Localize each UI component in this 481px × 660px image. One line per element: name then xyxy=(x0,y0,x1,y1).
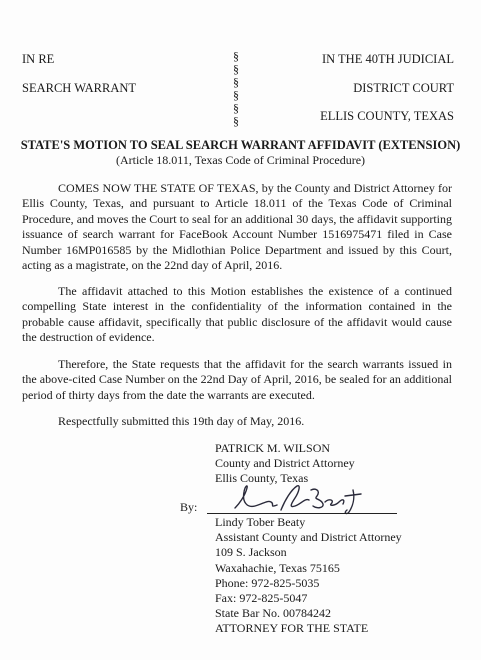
section-mark: § xyxy=(233,114,239,128)
section-mark: § xyxy=(233,62,239,76)
signer-city: Waxahachie, Texas 75165 xyxy=(215,560,340,575)
caption-court-line2: DISTRICT COURT xyxy=(353,81,454,95)
by-label: By: xyxy=(180,500,198,514)
paragraph-2-text: The affidavit attached to this Motion establishes the existence of a continued compelling State interest in the confidentiality of the information contained in the probable cause affidavit, specifically that public disclosure of the affidavit would cause the destruction of evidence. xyxy=(22,284,452,345)
attorney-title: County and District Attorney xyxy=(215,456,355,471)
paragraph-4 xyxy=(22,414,452,429)
section-mark: § xyxy=(233,49,239,63)
signer-street: 109 S. Jackson xyxy=(215,545,287,560)
caption-court-line3: ELLIS COUNTY, TEXAS xyxy=(320,109,454,123)
paragraph-4-text: Respectfully submitted this 19th day of May, 2016. xyxy=(58,414,305,428)
signer-fax: Fax: 972-825-5047 xyxy=(215,590,308,605)
signer-name: Lindy Tober Beaty xyxy=(215,515,306,529)
paragraph-2 xyxy=(22,284,452,346)
document-subtitle: (Article 18.011, Texas Code of Criminal Procedure) xyxy=(115,153,366,167)
paragraph-1 xyxy=(22,181,452,273)
paragraph-1-text: COMES NOW THE STATE OF TEXAS, by the County and District Attorney for Ellis County, Texas, and pursuant to Article 18.011 of the Texas Code of Criminal Procedure, and moves the Court to seal for an additional 30 days, the affidavit supporting issuance of search warrant for FaceBook Account Number 1516975471 filed in Case Number 16MP016585 by the Midlothian Police Department and issued by this Court, acting as a magistrate, on the 22nd day of April, 2016. xyxy=(22,181,452,273)
signature-line xyxy=(207,513,397,514)
signer-role: ATTORNEY FOR THE STATE xyxy=(215,621,369,636)
signer-position: Assistant County and District Attorney xyxy=(215,530,402,545)
document-title: STATE'S MOTION TO SEAL SEARCH WARRANT AFFIDAVIT (EXTENSION) xyxy=(20,138,461,152)
signer-block xyxy=(215,515,402,637)
signer-phone: Phone: 972-825-5035 xyxy=(215,575,320,590)
attorney-county: Ellis County, Texas xyxy=(215,471,309,486)
caption-in-re: IN RE xyxy=(22,52,55,66)
paragraph-3 xyxy=(22,357,452,403)
signer-bar-number: State Bar No. 00784242 xyxy=(215,606,331,621)
section-mark: § xyxy=(233,88,239,102)
section-mark: § xyxy=(233,101,239,115)
section-mark: § xyxy=(233,75,239,89)
caption-court-line1: IN THE 40TH JUDICIAL xyxy=(321,52,454,66)
attorney-name: PATRICK M. WILSON xyxy=(215,441,331,455)
handwritten-signature xyxy=(225,478,375,518)
paragraph-3-text: Therefore, the State requests that the affidavit for the search warrants issued in the above-cited Case Number on the 22nd Day of April, 2016, be sealed for an additional period of thirty days from the date the warrants are executed. xyxy=(22,357,452,402)
caption-search-warrant: SEARCH WARRANT xyxy=(22,81,137,95)
